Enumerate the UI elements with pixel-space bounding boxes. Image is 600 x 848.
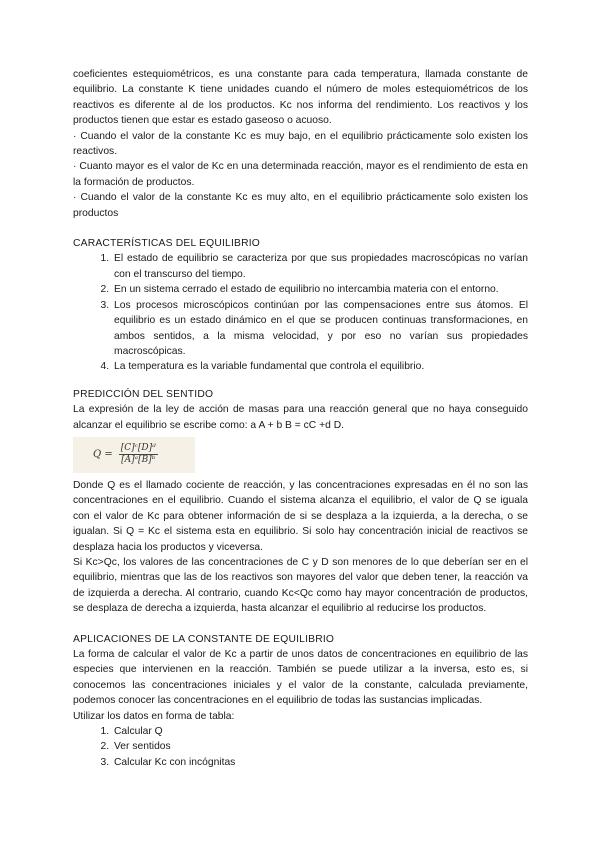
intro-bullet: · Cuando el valor de la constante Kc es muy bajo, en el equilibrio prácticamente solo existen los reactivos. bbox=[73, 130, 528, 158]
formula-numerator: [C]ᶜ[D]ᵈ bbox=[120, 443, 156, 454]
intro-paragraph: coeficientes estequiométricos, es una constante para cada temperatura, llamada constante de equilibrio. La constante K tiene unidades cuando el número de moles estequiométricos de los reactivos es diferente al de los productos. Kc nos informa del rendimiento. Los reactivos y los productos tienen que estar es estado gaseoso o acuoso. bbox=[73, 69, 528, 127]
reaction-quotient-formula bbox=[73, 437, 195, 473]
list-item: 1. Calcular Q bbox=[112, 724, 528, 739]
prediccion-paragraph-1: La expresión de la ley de acción de masas para una reacción general que no haya conseguido alcanzar el equilibrio se escribe como: a A + b B = cC +d D. bbox=[73, 404, 528, 431]
aplicaciones-paragraph: La forma de calcular el valor de Kc a partir de unos datos de concentraciones en equilibrio de las especies que intervienen en la reacción. También se puede utilizar a la inversa, esto es, si conocemos las concentraciones iniciales y el valor de la constante, calculada previamente, podemos conocer las concentraciones en el equilibrio de todas las sustancias implicadas. bbox=[73, 649, 528, 707]
aplicaciones-lead: Utilizar los datos en forma de tabla: bbox=[73, 710, 235, 722]
intro-bullet: · Cuanto mayor es el valor de Kc en una determinada reacción, mayor es el rendimiento de esta en la formación de productos. bbox=[73, 161, 528, 188]
list-item: 4. La temperatura es la variable fundamental que controla el equilibrio. bbox=[112, 359, 528, 374]
caracteristicas-list bbox=[73, 251, 528, 374]
aplicaciones-list bbox=[73, 724, 528, 770]
formula-denominator: [A]ᵃ[B]ᵇ bbox=[121, 455, 156, 466]
list-item: 3. Calcular Kc con incógnitas bbox=[112, 755, 528, 770]
list-item: 1. El estado de equilibrio se caracteriza por que sus propiedades macroscópicas no varían con el transcurso del tiempo. bbox=[112, 251, 528, 282]
list-item: 3. Los procesos microscópicos continúan por las compensaciones entre sus átomos. El equilibrio es un estado dinámico en el que se producen continuas transformaciones, en ambos sentidos, a la misma velocidad, y por eso no varían sus propiedades macroscópicas. bbox=[112, 298, 528, 360]
intro-bullet: · Cuando el valor de la constante Kc es muy alto, en el equilibrio prácticamente solo existen los productos bbox=[73, 192, 528, 219]
list-item: 2. En un sistema cerrado el estado de equilibrio no intercambia materia con el entorno. bbox=[112, 282, 528, 297]
prediccion-paragraph-3: Si Kc>Qc, los valores de las concentraciones de C y D son menores de lo que deberían ser en el equilibrio, mientras que las de los reactivos son mayores del valor que deben tener, la reacción va de izquierda a derecha. Al contrario, cuando Kc<Qc como hay mayor concentración de productos, se desplaza de derecha a izquierda, hasta alcanzar el equilibrio al reducirse los productos. bbox=[73, 556, 528, 615]
section-title-aplicaciones: APLICACIONES DE LA CONSTANTE DE EQUILIBRIO bbox=[73, 633, 335, 645]
section-title-caracteristicas: CARACTERÍSTICAS DEL EQUILIBRIO bbox=[73, 238, 260, 250]
list-item: 2. Ver sentidos bbox=[112, 739, 528, 754]
formula-fraction bbox=[119, 443, 158, 466]
section-title-prediccion: PREDICCIÓN DEL SENTIDO bbox=[73, 388, 214, 400]
formula-lhs: Q = bbox=[93, 449, 113, 461]
prediccion-paragraph-2: Donde Q es el llamado cociente de reacción, y las concentraciones expresadas en él no son las concentraciones en el equilibrio. Cuando el sistema alcanza el equilibrio, el valor de Q se iguala con el valor de Kc para obtener información de si se desplaza a la izquierda, a la derecha, o se igualan. Si Q = Kc el sistema esta en equilibrio. Si solo hay concentración inicial de reactivos se desplaza hacia los productos y viceversa. bbox=[73, 479, 528, 553]
